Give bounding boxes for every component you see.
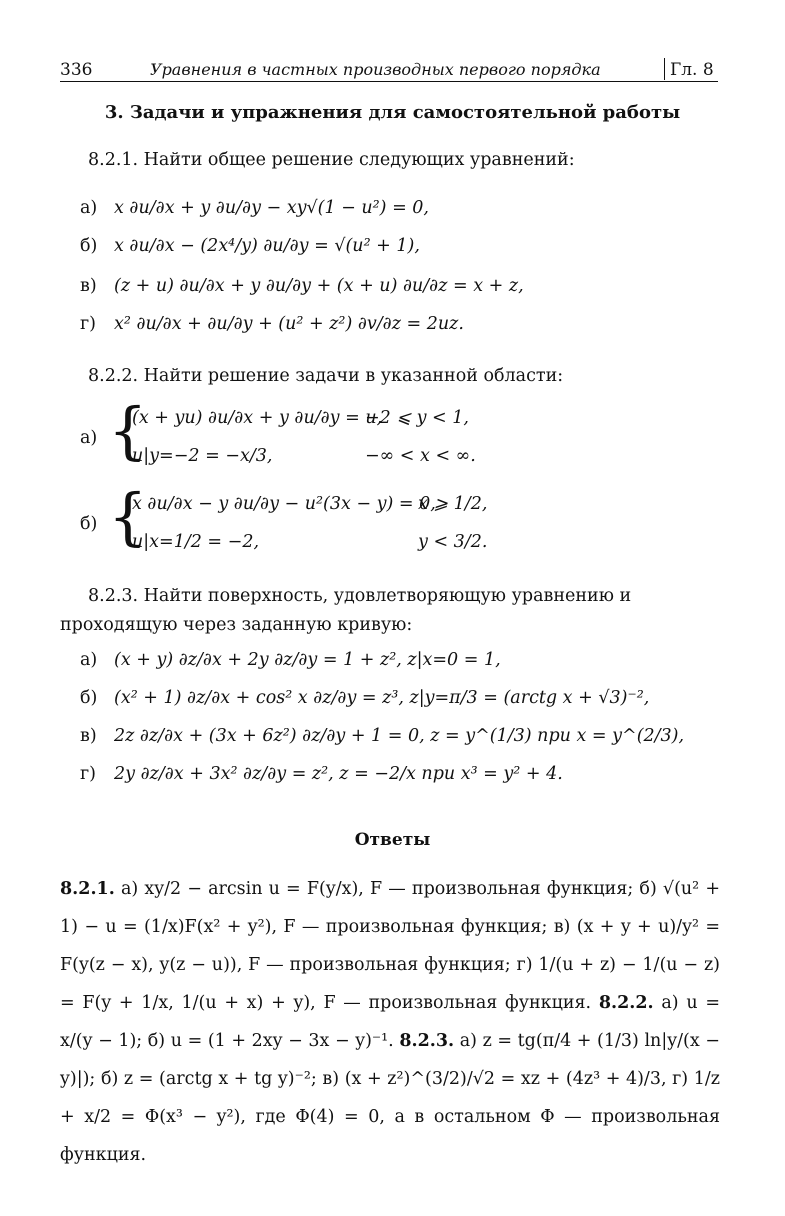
header-rule (60, 81, 718, 82)
answer-number: 8.2.1. (60, 879, 115, 899)
equation-line (80, 726, 684, 746)
system-brace: { (108, 480, 148, 553)
equation-line (80, 688, 649, 708)
item-label: в) (80, 726, 97, 746)
item-label: б) (80, 514, 98, 534)
equation-expr: (x + y) ∂z/∂x + 2y ∂z/∂y = 1 + z², z|x=0 = 1, (114, 650, 501, 670)
system-brace: { (108, 394, 148, 467)
header-divider (664, 58, 665, 80)
problem-heading: 8.2.3. Найти поверхность, удовлетворяющую уравнению и проходящую через заданную кривую: (60, 586, 632, 635)
section-title: 3. Задачи и упражнения для самостоятельной работы (104, 102, 681, 123)
item-label: б) (80, 688, 98, 708)
equation-expr: (z + u) ∂u/∂x + y ∂u/∂y + (x + u) ∂u/∂z = x + z, (114, 276, 524, 296)
equation-line (80, 276, 524, 296)
problem-heading: 8.2.2. Найти решение задачи в указанной области: (88, 366, 564, 386)
equation-expr: x ∂u/∂x + y ∂u/∂y − xy√(1 − u²) = 0, (114, 198, 429, 218)
system-condition: −2 ⩽ y < 1, (365, 408, 469, 428)
answer-block (60, 870, 720, 1174)
running-title: Уравнения в частных производных первого порядка (150, 60, 601, 79)
equation-line (80, 764, 563, 784)
answer-number: 8.2.2. (598, 993, 654, 1013)
item-label: а) (80, 650, 98, 670)
answers-title: Ответы (354, 830, 431, 850)
equation-line (80, 650, 501, 670)
page-number: 336 (60, 60, 93, 80)
item-label: а) (80, 428, 98, 448)
answer-text: а) xy/2 − arcsin u = F(y/x), F — произвольная функция; б) √(u² + 1) − u = (1/x)F(x² + y²), F — произвольная функция; в) (x + y + u)/y² = F(y(z − x), y(z − u)), F — произвольная функция; г) 1/(u + z) − 1/(u − z) = F(y + 1/x, 1/(u + x) + y), F — произвольная функция. (60, 879, 720, 1013)
system-condition: x ⩾ 1/2, (418, 494, 488, 514)
system-equation: u|y=−2 = −x/3, (132, 446, 273, 466)
chapter-label: Гл. 8 (670, 60, 714, 80)
equation-expr: x² ∂u/∂x + ∂u/∂y + (u² + z²) ∂v/∂z = 2uz. (114, 314, 464, 334)
system-equation: x ∂u/∂x − y ∂u/∂y − u²(3x − y) = 0, (132, 494, 436, 514)
answer-text: а) u = x/(y − 1); б) u = (1 + 2xy − 3x − y)⁻¹. (60, 993, 720, 1051)
item-label: г) (80, 314, 96, 334)
system-condition: −∞ < x < ∞. (365, 446, 476, 466)
item-label: в) (80, 276, 97, 296)
equation-expr: 2y ∂z/∂x + 3x² ∂z/∂y = z², z = −2/x при x³ = y² + 4. (114, 764, 563, 784)
answer-text: а) z = tg(π/4 + (1/3) ln|y/(x − y)|); б) z = (arctg x + tg y)⁻²; в) (x + z²)^(3/2)/√2 = xz + (4z³ + 4)/3, г) 1/z + x/2 = Φ(x³ − y²), где Φ(4) = 0, а в остальном Φ — произвольная функция. (60, 1031, 720, 1165)
item-label: б) (80, 236, 98, 256)
equation-line (80, 314, 464, 334)
answer-number: 8.2.3. (399, 1031, 455, 1051)
equation-line (80, 198, 429, 218)
equation-line (80, 236, 420, 256)
equation-expr: (x² + 1) ∂z/∂x + cos² x ∂z/∂y = z³, z|y=π/3 = (arctg x + √3)⁻², (114, 688, 650, 708)
item-label: г) (80, 764, 96, 784)
system-equation: u|x=1/2 = −2, (132, 532, 260, 552)
problem-heading: 8.2.1. Найти общее решение следующих уравнений: (88, 150, 575, 170)
system-equation: (x + yu) ∂u/∂x + y ∂u/∂y = u, (132, 408, 383, 428)
equation-expr: x ∂u/∂x − (2x⁴/y) ∂u/∂y = √(u² + 1), (114, 236, 420, 256)
system-condition: y < 3/2. (418, 532, 488, 552)
item-label: а) (80, 198, 98, 218)
equation-expr: 2z ∂z/∂x + (3x + 6z²) ∂z/∂y + 1 = 0, z = y^(1/3) при x = y^(2/3), (114, 726, 685, 746)
